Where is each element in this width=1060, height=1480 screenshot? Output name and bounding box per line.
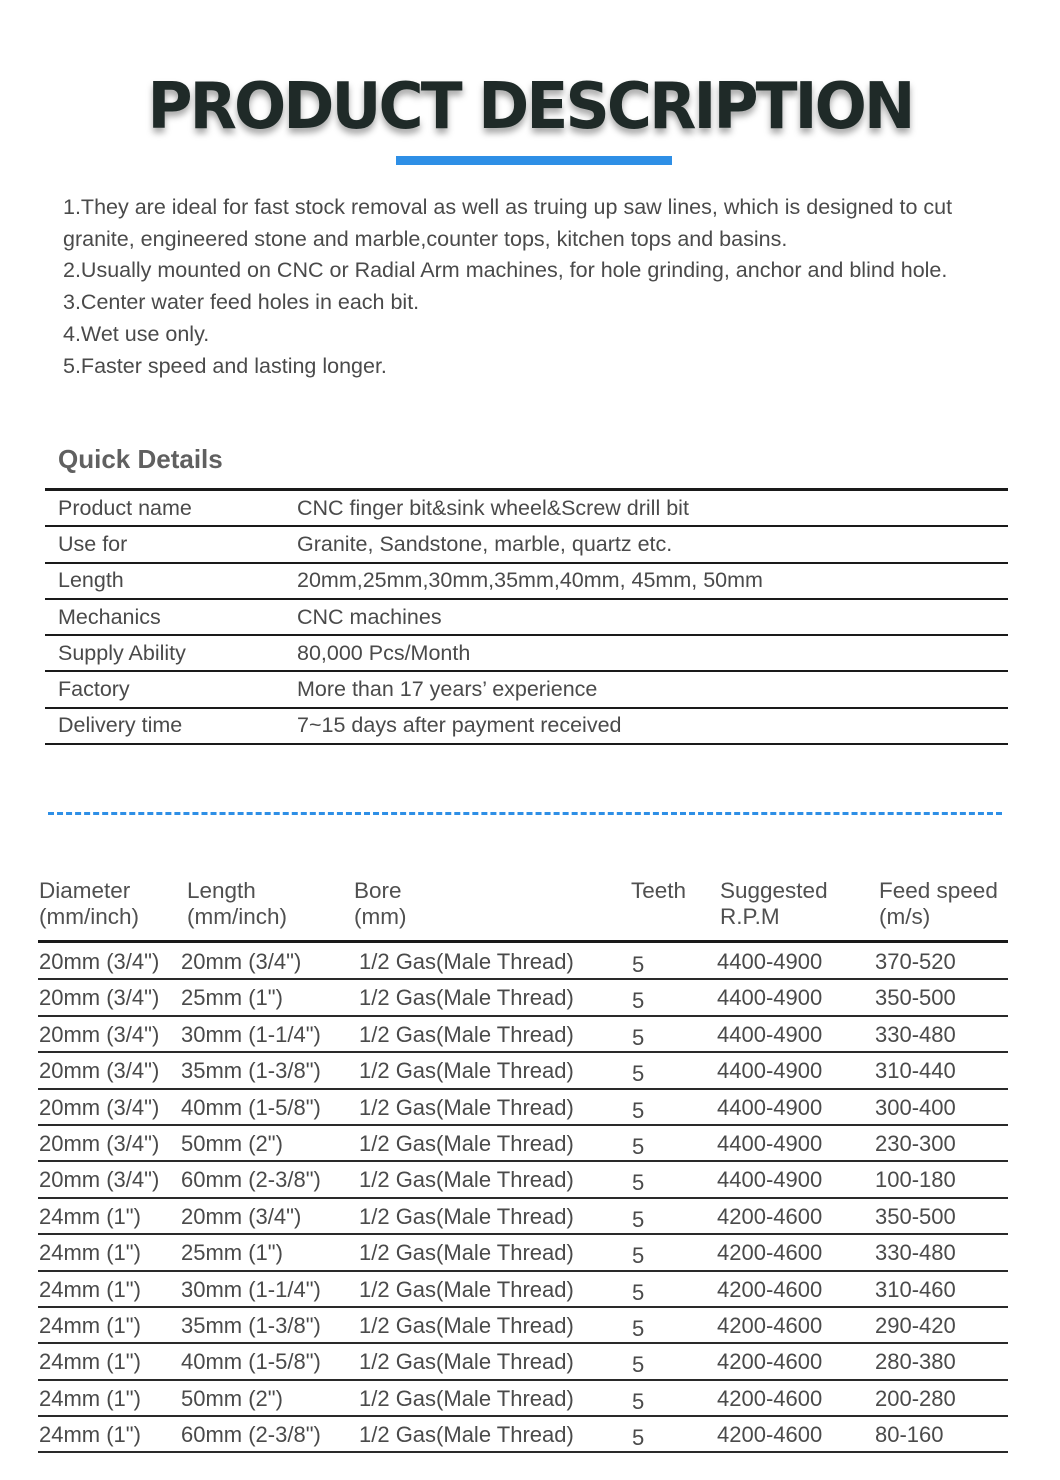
quick-details-row — [45, 672, 1008, 708]
cell-teeth: 5 — [632, 1352, 645, 1378]
cell-teeth: 5 — [632, 988, 645, 1014]
description-item: 3.Center water feed holes in each bit. — [63, 290, 420, 315]
cell-length: 40mm (1-5/8") — [181, 1349, 321, 1375]
cell-rpm: 4200-4600 — [717, 1240, 823, 1266]
cell-teeth: 5 — [632, 1315, 645, 1341]
table-row — [38, 1344, 1008, 1380]
description-list — [63, 192, 1023, 382]
header-teeth — [631, 878, 686, 904]
cell-rpm: 4400-4900 — [717, 985, 823, 1011]
description-item: 2.Usually mounted on CNC or Radial Arm machines, for hole grinding, anchor and blind hole. — [63, 258, 948, 283]
table-row — [38, 1017, 1008, 1053]
quick-details-label: Supply Ability — [58, 640, 186, 665]
cell-teeth: 5 — [632, 1061, 645, 1087]
quick-details-row — [45, 636, 1008, 672]
table-row — [38, 1235, 1008, 1271]
cell-rpm: 4400-4900 — [717, 1130, 823, 1156]
cell-bore: 1/2 Gas(Male Thread) — [359, 1130, 574, 1156]
cell-diameter: 24mm (1") — [39, 1349, 141, 1375]
table-row — [38, 1126, 1008, 1162]
table-row — [38, 1272, 1008, 1308]
cell-feed-speed: 230-300 — [875, 1130, 956, 1156]
cell-feed-speed: 310-460 — [875, 1276, 956, 1302]
cell-bore: 1/2 Gas(Male Thread) — [359, 1021, 574, 1047]
cell-length: 20mm (3/4") — [181, 949, 302, 974]
cell-teeth: 5 — [632, 1133, 645, 1159]
cell-bore: 1/2 Gas(Male Thread) — [359, 1385, 574, 1411]
header-line: (mm/inch) — [187, 904, 287, 929]
quick-details-table — [45, 488, 1008, 745]
table-row — [38, 1053, 1008, 1089]
description-item: 1.They are ideal for fast stock removal as well as truing up saw lines, which is designed to cut granite, engineered stone and marble,counter tops, kitchen tops and basins. — [63, 195, 953, 251]
cell-rpm: 4400-4900 — [717, 949, 823, 974]
cell-feed-speed: 330-480 — [875, 1240, 956, 1266]
cell-teeth: 5 — [632, 1097, 645, 1123]
table-row — [38, 980, 1008, 1016]
cell-feed-speed: 310-440 — [875, 1058, 956, 1084]
cell-bore: 1/2 Gas(Male Thread) — [359, 1276, 574, 1302]
table-row — [38, 1308, 1008, 1344]
cell-diameter: 24mm (1") — [39, 1312, 141, 1338]
header-line: Suggested — [720, 878, 828, 903]
cell-length: 40mm (1-5/8") — [181, 1094, 321, 1120]
quick-details-row — [45, 709, 1008, 745]
cell-feed-speed: 290-420 — [875, 1312, 956, 1338]
cell-rpm: 4200-4600 — [717, 1349, 823, 1375]
cell-teeth: 5 — [632, 1206, 645, 1232]
quick-details-row — [45, 564, 1008, 600]
cell-length: 20mm (3/4") — [181, 1203, 302, 1229]
cell-bore: 1/2 Gas(Male Thread) — [359, 949, 574, 974]
cell-feed-speed: 350-500 — [875, 985, 956, 1011]
quick-details-label: Delivery time — [58, 713, 183, 738]
cell-length: 50mm (2") — [181, 1385, 283, 1411]
header-line: R.P.M — [720, 904, 780, 929]
cell-feed-speed: 330-480 — [875, 1021, 956, 1047]
quick-details-heading: Quick Details — [58, 444, 223, 474]
cell-bore: 1/2 Gas(Male Thread) — [359, 1167, 574, 1193]
cell-diameter: 20mm (3/4") — [39, 1167, 160, 1193]
quick-details-label: Mechanics — [58, 604, 161, 629]
cell-rpm: 4200-4600 — [717, 1276, 823, 1302]
cell-feed-speed: 300-400 — [875, 1094, 956, 1120]
cell-feed-speed: 350-500 — [875, 1203, 956, 1229]
cell-diameter: 20mm (3/4") — [39, 1058, 160, 1084]
cell-rpm: 4400-4900 — [717, 1094, 823, 1120]
quick-details-value: CNC machines — [297, 604, 442, 629]
cell-diameter: 20mm (3/4") — [39, 1130, 160, 1156]
quick-details-row — [45, 527, 1008, 563]
cell-bore: 1/2 Gas(Male Thread) — [359, 985, 574, 1011]
cell-feed-speed: 200-280 — [875, 1385, 956, 1411]
cell-diameter: 20mm (3/4") — [39, 1094, 160, 1120]
table-row — [38, 1199, 1008, 1235]
header-rpm — [720, 878, 828, 930]
cell-diameter: 24mm (1") — [39, 1422, 141, 1448]
quick-details-row — [45, 600, 1008, 636]
quick-details-row — [45, 491, 1008, 527]
cell-length: 25mm (1") — [181, 1240, 283, 1266]
cell-teeth: 5 — [632, 1243, 645, 1269]
header-rule — [38, 940, 1008, 943]
header-line: Teeth — [631, 878, 687, 903]
cell-diameter: 24mm (1") — [39, 1385, 141, 1411]
cell-bore: 1/2 Gas(Male Thread) — [359, 1240, 574, 1266]
cell-bore: 1/2 Gas(Male Thread) — [359, 1203, 574, 1229]
section-divider — [48, 812, 1002, 815]
cell-length: 60mm (2-3/8") — [181, 1167, 321, 1193]
header-diameter — [39, 878, 139, 930]
description-item: 5.Faster speed and lasting longer. — [63, 353, 387, 378]
spec-table-header — [0, 878, 1060, 940]
cell-length: 50mm (2") — [181, 1130, 283, 1156]
cell-bore: 1/2 Gas(Male Thread) — [359, 1094, 574, 1120]
quick-details-value: 80,000 Pcs/Month — [297, 640, 471, 665]
cell-length: 60mm (2-3/8") — [181, 1422, 321, 1448]
spec-table-body — [0, 944, 1060, 1453]
header-bore — [354, 878, 406, 930]
cell-length: 30mm (1-1/4") — [181, 1276, 321, 1302]
cell-rpm: 4200-4600 — [717, 1385, 823, 1411]
cell-length: 35mm (1-3/8") — [181, 1058, 321, 1084]
quick-details-value: More than 17 years’ experience — [297, 677, 598, 702]
cell-rpm: 4400-4900 — [717, 1058, 823, 1084]
cell-diameter: 20mm (3/4") — [39, 949, 160, 974]
cell-rpm: 4200-4600 — [717, 1203, 823, 1229]
cell-teeth: 5 — [632, 1388, 645, 1414]
cell-feed-speed: 100-180 — [875, 1167, 956, 1193]
quick-details-value: 7~15 days after payment received — [297, 713, 622, 738]
cell-teeth: 5 — [632, 1279, 645, 1305]
cell-diameter: 20mm (3/4") — [39, 985, 160, 1011]
header-line: Length — [187, 878, 256, 903]
header-length — [187, 878, 287, 930]
cell-rpm: 4200-4600 — [717, 1312, 823, 1338]
cell-teeth: 5 — [632, 1170, 645, 1196]
cell-diameter: 24mm (1") — [39, 1276, 141, 1302]
page-title: PRODUCT DESCRIPTION — [147, 70, 913, 144]
header-line: (m/s) — [879, 904, 931, 929]
cell-rpm: 4400-4900 — [717, 1021, 823, 1047]
cell-rpm: 4400-4900 — [717, 1167, 823, 1193]
quick-details-value: 20mm,25mm,30mm,35mm,40mm, 45mm, 50mm — [297, 568, 763, 593]
cell-rpm: 4200-4600 — [717, 1422, 823, 1448]
quick-details-label: Product name — [58, 495, 192, 520]
cell-length: 25mm (1") — [181, 985, 283, 1011]
cell-bore: 1/2 Gas(Male Thread) — [359, 1058, 574, 1084]
cell-feed-speed: 370-520 — [875, 949, 956, 974]
cell-diameter: 24mm (1") — [39, 1203, 141, 1229]
cell-length: 30mm (1-1/4") — [181, 1021, 321, 1047]
quick-details-value: Granite, Sandstone, marble, quartz etc. — [297, 531, 673, 556]
cell-bore: 1/2 Gas(Male Thread) — [359, 1422, 574, 1448]
table-row — [38, 1090, 1008, 1126]
cell-teeth: 5 — [632, 1425, 645, 1451]
header-feed-speed — [879, 878, 998, 930]
header-line: Diameter — [39, 878, 131, 903]
header-line: Bore — [354, 878, 402, 903]
cell-teeth: 5 — [632, 952, 645, 977]
cell-teeth: 5 — [632, 1024, 645, 1050]
quick-details-value: CNC finger bit&sink wheel&Screw drill bit — [297, 495, 689, 520]
quick-details-label: Length — [58, 568, 124, 593]
title-underline — [396, 156, 672, 165]
table-row — [38, 1417, 1008, 1453]
table-row — [38, 1381, 1008, 1417]
table-row — [38, 944, 1008, 980]
cell-bore: 1/2 Gas(Male Thread) — [359, 1349, 574, 1375]
table-row — [38, 1162, 1008, 1198]
cell-diameter: 20mm (3/4") — [39, 1021, 160, 1047]
cell-feed-speed: 80-160 — [875, 1422, 944, 1448]
header-line: Feed speed — [879, 878, 998, 903]
cell-bore: 1/2 Gas(Male Thread) — [359, 1312, 574, 1338]
cell-feed-speed: 280-380 — [875, 1349, 956, 1375]
header-line: (mm) — [354, 904, 407, 929]
quick-details-label: Factory — [58, 677, 130, 702]
header-line: (mm/inch) — [39, 904, 139, 929]
quick-details-label: Use for — [58, 531, 128, 556]
cell-diameter: 24mm (1") — [39, 1240, 141, 1266]
description-item: 4.Wet use only. — [63, 321, 210, 346]
cell-length: 35mm (1-3/8") — [181, 1312, 321, 1338]
